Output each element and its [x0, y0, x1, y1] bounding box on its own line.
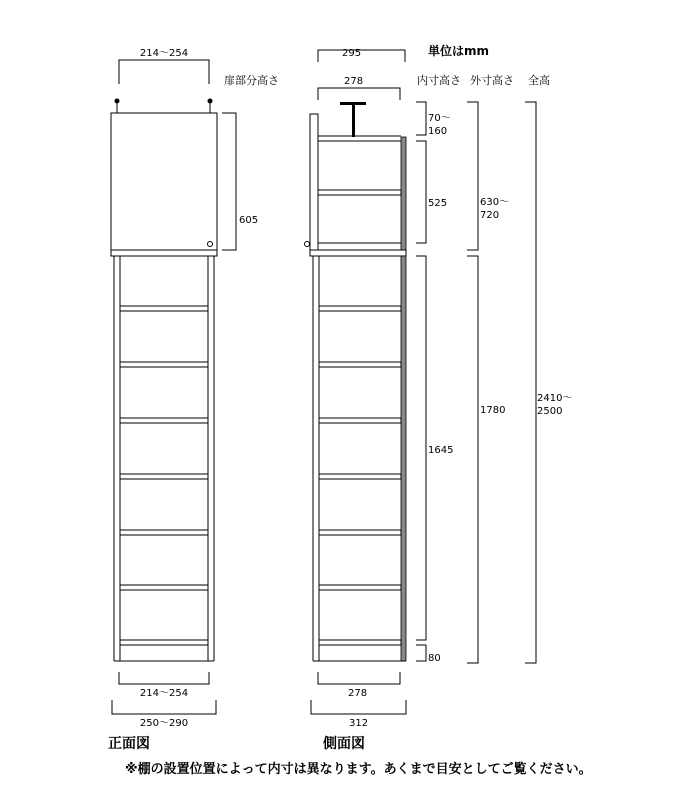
side-bottom-inner-label: 278: [348, 688, 368, 699]
front-divider-board: [111, 250, 217, 256]
side-upper-cabinet: [305, 114, 407, 250]
total-height-dimension: [525, 102, 536, 663]
ceiling-adjuster: [340, 102, 366, 137]
upper-inner-dimension: [416, 141, 426, 243]
adjuster-label-2: 160: [428, 126, 448, 137]
base-label: 80: [428, 653, 441, 664]
side-divider-board: [310, 250, 406, 256]
side-bottom-outer-label: 312: [349, 718, 369, 729]
front-shelves: [120, 306, 208, 645]
total-height-label-2: 2500: [537, 406, 563, 417]
outer-height-header: 外寸高さ: [470, 74, 514, 87]
base-dimension: [416, 645, 426, 661]
lower-inner-label: 1645: [428, 445, 454, 456]
front-view: [108, 48, 258, 752]
side-lower-cabinet: [313, 256, 406, 661]
side-top-inner-dimension: [318, 88, 400, 100]
side-bottom-inner-dimension: [318, 672, 400, 684]
lower-outer-dimension: [467, 256, 478, 663]
front-bottom-inner-dimension: [119, 672, 209, 684]
side-shelves: [319, 306, 401, 645]
total-height-label-1: 2410～: [537, 393, 573, 404]
upper-outer-label-1: 630～: [480, 197, 510, 208]
side-top-outer-dimension: [318, 50, 405, 62]
front-upper-door: [111, 113, 217, 250]
upper-outer-dimension: [467, 102, 478, 250]
upper-outer-label-2: 720: [480, 210, 500, 221]
adjuster-label-1: 70～: [428, 113, 451, 124]
front-bottom-inner-label: 214～254: [139, 688, 189, 699]
door-height-label: 605: [239, 215, 259, 226]
lower-outer-label: 1780: [480, 405, 506, 416]
side-view-caption: 側面図: [323, 736, 365, 752]
door-height-header: 扉部分高さ: [224, 74, 279, 87]
footnote: ※棚の設置位置によって内寸は異なります。あくまで目安としてご覧ください。: [125, 762, 592, 777]
side-top-outer-label: 295: [342, 48, 362, 59]
front-view-caption: 正面図: [108, 736, 150, 752]
front-top-width-dimension: [119, 60, 209, 84]
ceiling-adjuster-knobs: [115, 99, 213, 114]
unit-note: 単位はmm: [428, 44, 490, 58]
door-height-dimension: [222, 113, 236, 250]
side-view: [305, 48, 573, 752]
side-bottom-outer-dimension: [311, 700, 406, 714]
front-top-width-label: 214～254: [139, 48, 189, 59]
front-bottom-outer-label: 250～290: [139, 718, 189, 729]
side-top-inner-label: 278: [344, 76, 364, 87]
inner-height-header: 内寸高さ: [417, 74, 461, 87]
upper-inner-label: 525: [428, 198, 448, 209]
front-bottom-outer-dimension: [112, 700, 216, 714]
adjuster-dimension: [416, 102, 426, 135]
total-height-header: 全高: [528, 74, 550, 87]
lower-inner-dimension: [416, 256, 426, 640]
